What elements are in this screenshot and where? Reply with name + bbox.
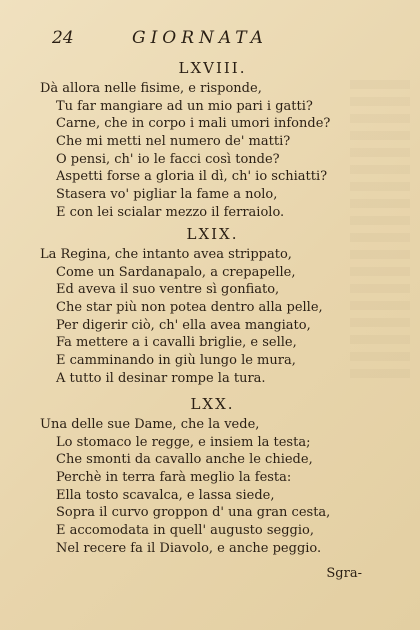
stanza-70: [40, 392, 385, 558]
verse-line: Che mi metti nel numero de' matti?: [56, 134, 291, 150]
verse-line: La Regina, che intanto avea strippato,: [40, 247, 292, 262]
running-head: GIORNATA: [132, 28, 268, 48]
verse-line: Lo stomaco le regge, e insiem la testa;: [56, 434, 311, 450]
verse-line: Tu far mangiare ad un mio pari i gatti?: [56, 98, 313, 114]
stanza-69: [40, 222, 385, 388]
verse-line: Che star più non potea dentro alla pelle,: [56, 300, 323, 316]
verse-line: Una delle sue Dame, che la vede,: [40, 417, 260, 432]
verse-line: Nel recere fa il Diavolo, e anche peggio.: [56, 540, 322, 556]
verse-line: Che smonti da cavallo anche le chiede,: [56, 452, 313, 468]
verse-line: E camminando in giù lungo le mura,: [56, 353, 296, 369]
verse-line: Perchè in terra farà meglio la festa:: [56, 470, 292, 486]
verse-line: E con lei scialar mezzo il ferraiolo.: [56, 204, 285, 220]
stanza-number: LXX.: [190, 395, 235, 413]
verse-line: A tutto il desinar rompe la tura.: [56, 370, 266, 386]
verse-line: E accomodata in quell' augusto seggio,: [56, 523, 314, 539]
verse-line: Dà allora nelle fisime, e risponde,: [40, 81, 262, 96]
page-number: 24: [52, 28, 74, 48]
verse-line: Sopra il curvo groppon d' una gran cesta,: [56, 505, 331, 521]
verse-line: Carne, che in corpo i mali umori infonde?: [56, 116, 331, 132]
stanza-number: LXIX.: [186, 225, 239, 243]
catchword: Sgra-: [326, 566, 362, 581]
verse-line: Per digerir ciò, ch' ella avea mangiato,: [56, 317, 311, 333]
verse-line: Stasera vo' pigliar la fame a nolo,: [56, 187, 278, 203]
verse-line: Ed aveva il suo ventre sì gonfiato,: [56, 282, 280, 298]
verse-line: Fa mettere a i cavalli briglie, e selle,: [56, 335, 297, 351]
verse-line: Come un Sardanapalo, a crepapelle,: [56, 264, 296, 280]
verse-line: O pensi, ch' io le facci così tonde?: [56, 151, 280, 167]
stanza-number: LXVIII.: [178, 59, 247, 77]
verse-line: Ella tosto scavalca, e lassa siede,: [56, 487, 275, 503]
verse-line: Aspetti forse a gloria il dì, ch' io schiatti?: [56, 169, 328, 185]
stanza-68: [40, 56, 385, 222]
